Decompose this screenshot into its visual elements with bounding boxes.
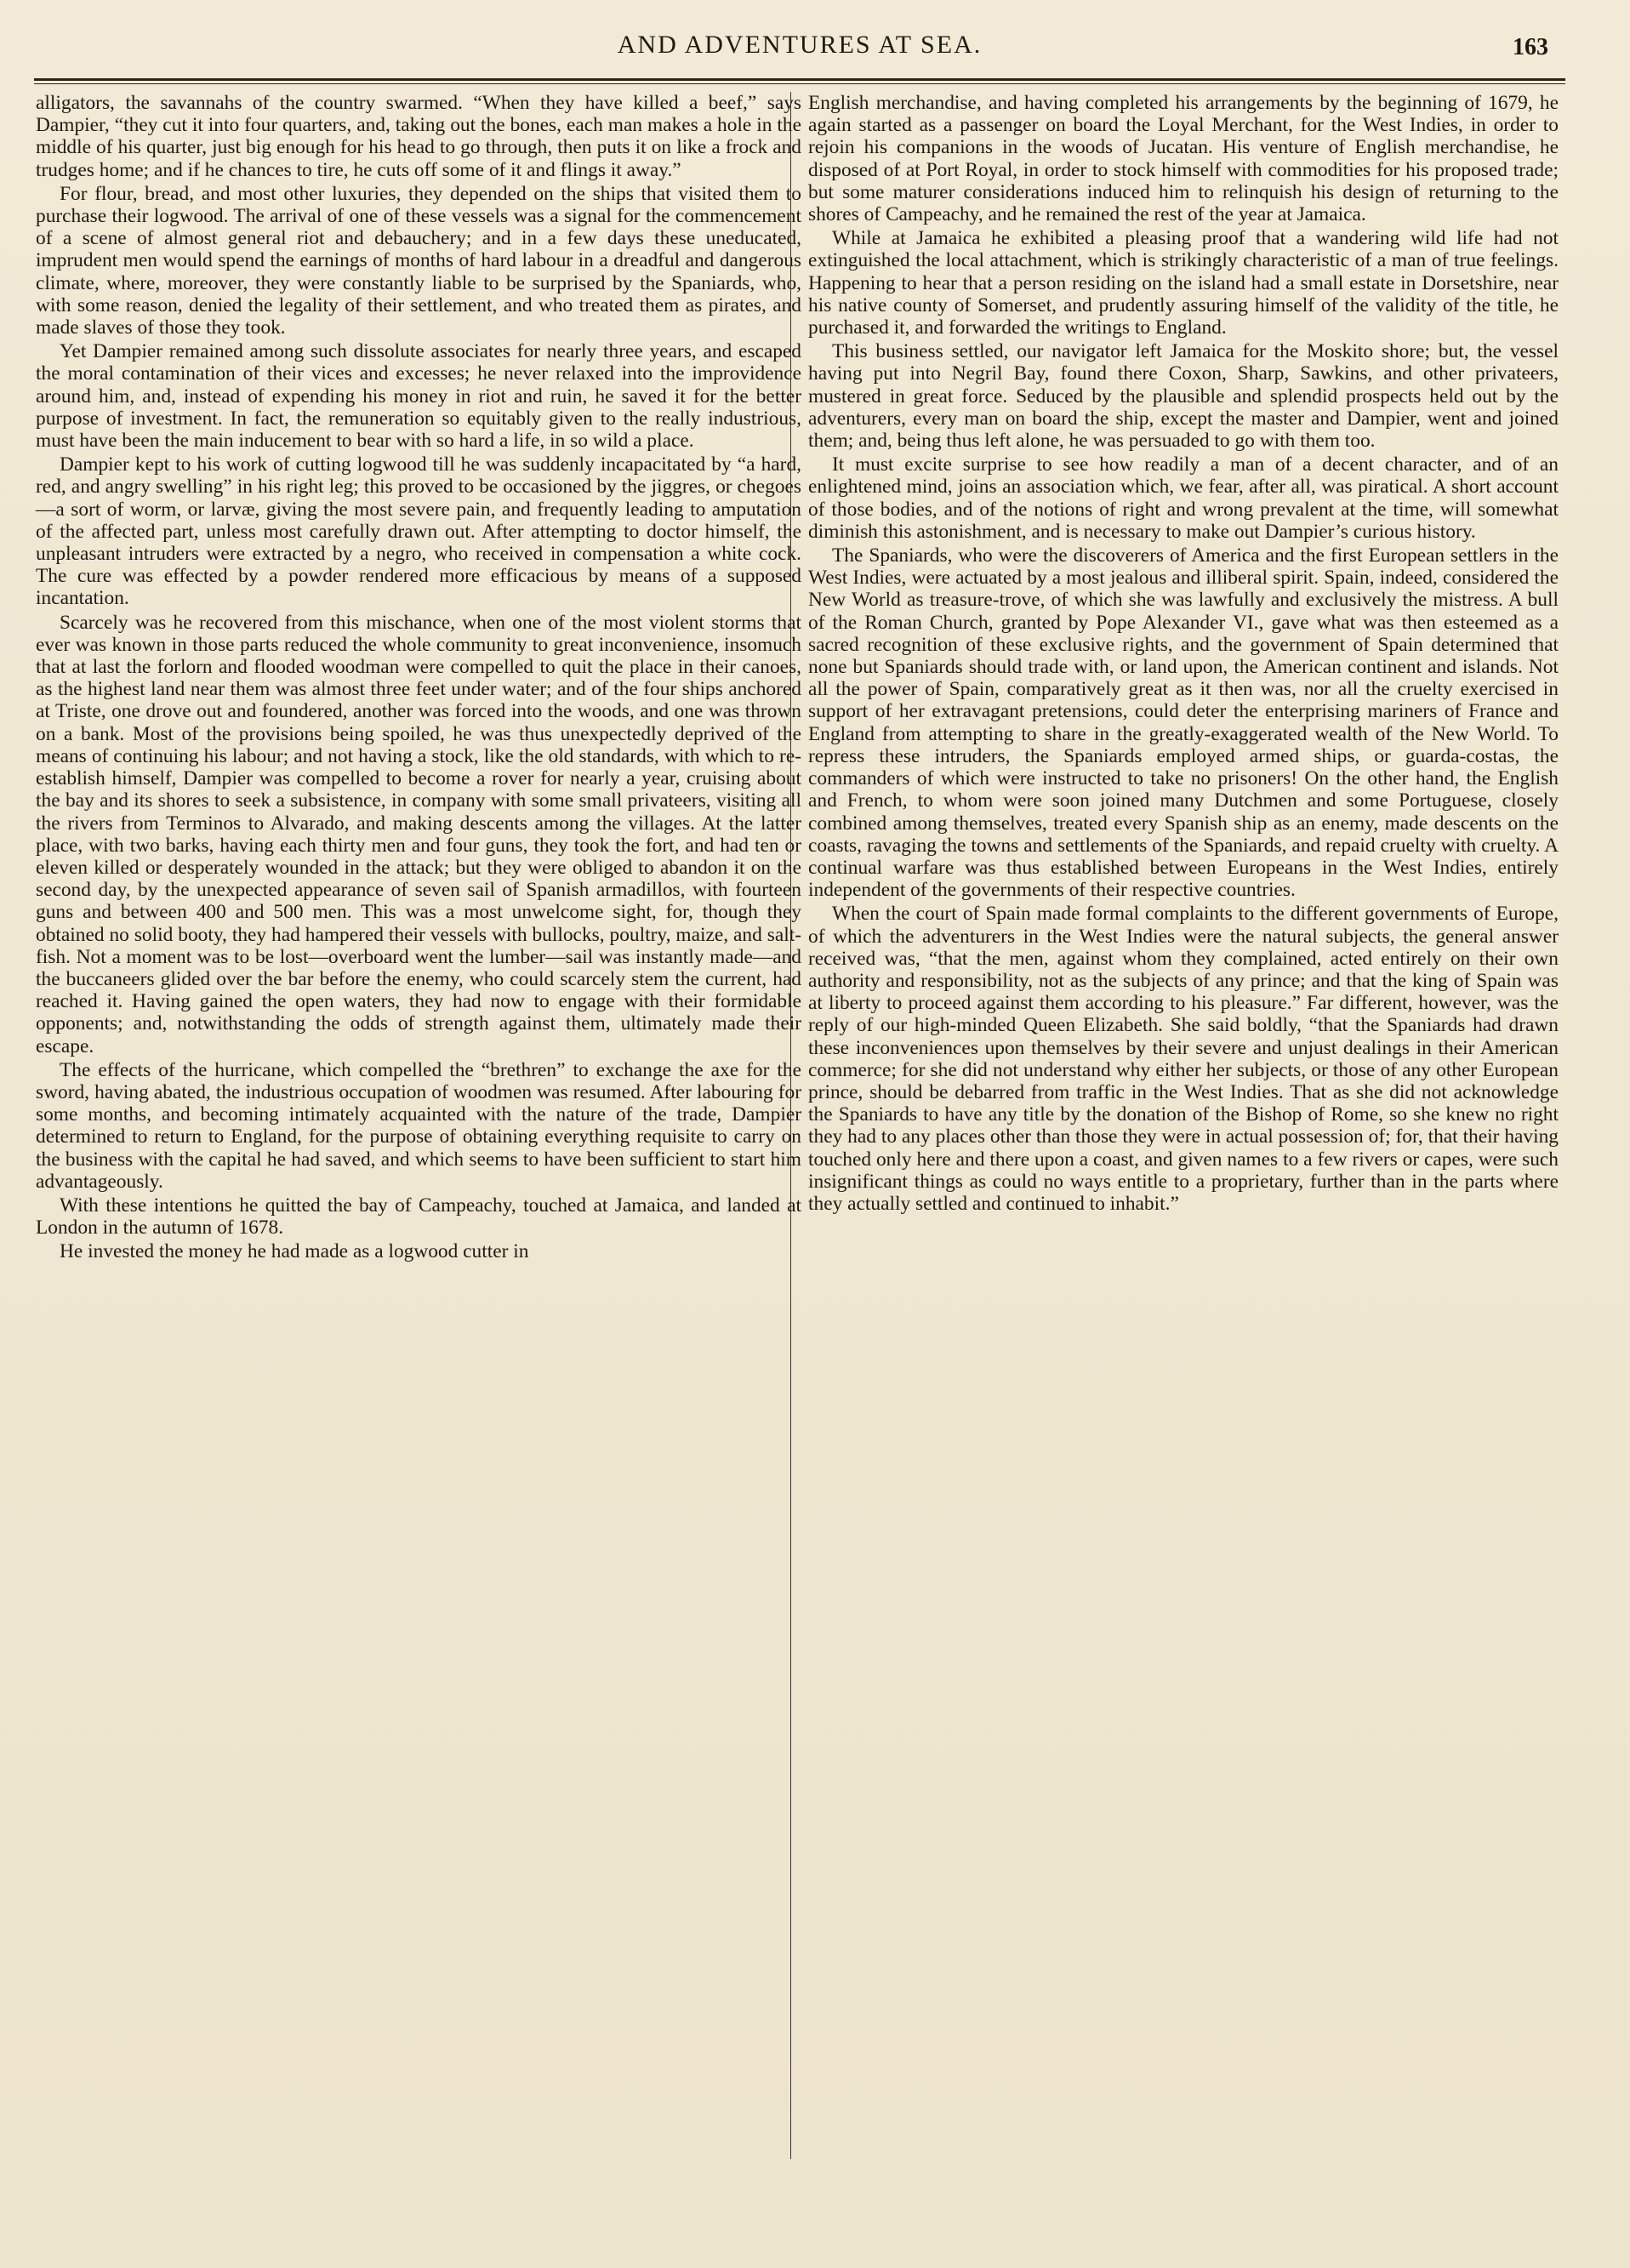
paragraph: This business settled, our navigator left Jamaica for the Moskito shore; but, the vessel having put into Negril Bay, found there Coxon, Sharp, Sawkins, and other privateers, mustered in great force. Seduced by the plausible and splendid prospects held out by the adventurers, every man on board the ship, except the master and Dampier, went and joined them; and, being thus left alone, he was persuaded to go with them too. — [808, 340, 1559, 453]
paragraph: The effects of the hurricane, which compelled the “brethren” to exchange the axe for the sword, having abated, the industrious occupation of woodmen was resumed. After labouring for some months, and becoming intimately acquainted with the nature of the trade, Dampier determined to return to England, for the purpose of obtaining everything requisite to carry on the business with the capital he had saved, and which seems to have been sufficient to start him advantageously. — [36, 1058, 801, 1193]
header-rule-thin — [34, 83, 1565, 84]
paragraph: alligators, the savannahs of the country swarmed. “When they have killed a beef,” says Dampier, “they cut it into four quarters, and, taking out the bones, each man makes a hole in the middle of his quarter, just big enough for his head to go through, then puts it on like a frock and trudges home; and if he chances to tire, he cuts off some of it and flings it away.” — [36, 92, 801, 181]
paragraph: Dampier kept to his work of cutting logwood till he was suddenly incapacitated by “a hard, red, and angry swelling” in his right leg; this proved to be occasioned by the jiggres, or chegoes—a sort of worm, or larvæ, giving the most severe pain, and frequently leading to amputation of the affected part, unless most carefully drawn out. After attempting to doctor himself, the unpleasant intruders were extracted by a negro, who received in compensation a white cock. The cure was effected by a powder rendered more efficacious by means of a supposed incantation. — [36, 453, 801, 610]
left-column — [36, 92, 801, 1263]
paragraph: Yet Dampier remained among such dissolute associates for nearly three years, and escaped the moral contamination of their vices and excesses; he never relaxed into the improvidence around him, and, instead of expending his money in riot and ruin, he saved it for the better purpose of investment. In fact, the remuneration so equitably given to the really industrious, must have been the main inducement to bear with so hard a life, in so wild a place. — [36, 340, 801, 453]
paragraph: While at Jamaica he exhibited a pleasing proof that a wandering wild life had not extinguished the local attachment, which is strikingly characteristic of a man of true feelings. Happening to hear that a person residing on the island had a small estate in Dorsetshire, near his native county of Somerset, and prudently assuring himself of the validity of the title, he purchased it, and forwarded the writings to England. — [808, 227, 1559, 339]
right-column — [808, 92, 1559, 1215]
paragraph: It must excite surprise to see how readily a man of a decent character, and of an enlightened mind, joins an association which, we fear, after all, was piratical. A short account of those bodies, and of the notions of right and wrong prevalent at the time, will somewhat diminish this astonishment, and is necessary to make out Dampier’s curious history. — [808, 453, 1559, 543]
column-divider — [790, 92, 791, 2159]
paragraph: English merchandise, and having completed his arrangements by the beginning of 1679, he again started as a passenger on board the Loyal Merchant, for the West Indies, in order to rejoin his companions in the woods of Jucatan. His venture of English merchandise, he disposed of at Port Royal, in order to stock himself with commodities for his proposed trade; but some maturer considerations induced him to relinquish his design of returning to the shores of Campeachy, and he remained the rest of the year at Jamaica. — [808, 92, 1559, 226]
paragraph: Scarcely was he recovered from this mischance, when one of the most violent storms that ever was known in those parts reduced the whole community to great inconvenience, insomuch that at last the forlorn and flooded woodman were compelled to quit the place in their canoes, as the highest land near them was almost three feet under water; and of the four ships anchored at Triste, one drove out and foundered, another was forced into the woods, and one was thrown on a bank. Most of the provisions being spoiled, he was thus unexpectedly deprived of the means of continuing his labour; and not having a stock, like the old standards, with which to re-establish himself, Dampier was compelled to become a rover for nearly a year, cruising about the bay and its shores to seek a subsistence, in company with some small privateers, visiting all the rivers from Terminos to Alvarado, and making descents among the villages. At the latter place, with two barks, having each thirty men and four guns, they took the fort, and had ten or eleven killed or desperately wounded in the attack; but they were obliged to abandon it on the second day, by the unexpected appearance of seven sail of Spanish armadillos, with fourteen guns and between 400 and 500 men. This was a most unwelcome sight, for, though they obtained no solid booty, they had hampered their vessels with bullocks, poultry, maize, and salt-fish. Not a moment was to be lost—overboard went the lumber—sail was instantly made—and the buccaneers glided over the bar before the enemy, who could scarcely stem the current, had reached it. Having gained the open waters, they had now to engage with their formidable opponents; and, notwithstanding the odds of strength against them, ultimately made their escape. — [36, 611, 801, 1057]
paragraph: The Spaniards, who were the discoverers of America and the first European settlers in the West Indies, were actuated by a most jealous and illiberal spirit. Spain, indeed, considered the New World as treasure-trove, of which she was lawfully and exclusively the mistress. A bull of the Roman Church, granted by Pope Alexander VI., gave what was then esteemed as a sacred recognition of these exclusive rights, and the government of Spain determined that none but Spaniards should trade with, or land upon, the American continent and islands. Not all the power of Spain, comparatively great as it then was, nor all the cruelty exercised in support of her extravagant pretensions, could deter the enterprising mariners of France and England from attempting to share in the greatly-exaggerated wealth of the New World. To repress these intruders, the Spaniards employed armed ships, or guarda-costas, the commanders of which were instructed to take no prisoners! On the other hand, the English and French, to whom were soon joined many Dutchmen and some Portuguese, closely combined among themselves, treated every Spanish ship as an enemy, made descents on the coasts, ravaging the towns and settlements of the Spaniards, and repaid cruelty with cruelty. A continual warfare was thus established between Europeans in the West Indies, entirely independent of the governments of their respective countries. — [808, 544, 1559, 902]
paragraph: When the court of Spain made formal complaints to the different governments of Europe, of which the adventurers in the West Indies were the natural subjects, the general answer received was, “that the men, against whom they complained, acted entirely on their own authority and responsibility, not as the subjects of any prince; and that the king of Spain was at liberty to proceed against them according to his pleasure.” Far different, however, was the reply of our high-minded Queen Elizabeth. She said boldly, “that the Spaniards had drawn these inconveniences upon themselves by their severe and unjust dealings in their American commerce; for she did not understand why either her subjects, or those of any other European prince, should be debarred from traffic in the West Indies. That as she did not acknowledge the Spaniards to have any title by the donation of the Bishop of Rome, so she knew no right they had to any places other than those they were in actual possession of; for, that their having touched only here and there upon a coast, and given names to a few rivers or capes, were such insignificant things as could no ways entitle to a proprietary, further than in the parts where they actually settled and continued to inhabit.” — [808, 903, 1559, 1215]
paragraph: He invested the money he had made as a logwood cutter in — [60, 1240, 529, 1263]
running-head: AND ADVENTURES AT SEA. — [617, 31, 983, 59]
header-rule — [34, 78, 1565, 81]
page-number: 163 — [1513, 34, 1548, 60]
page-header — [34, 26, 1565, 68]
paragraph: With these intentions he quitted the bay of Campeachy, touched at Jamaica, and landed at London in the autumn of 1678. — [36, 1194, 801, 1239]
paragraph: For flour, bread, and most other luxuries, they depended on the ships that visited them to purchase their logwood. The arrival of one of these vessels was a signal for the commencement of a scene of almost general riot and debauchery; and in a few days these uneducated, imprudent men would spend the earnings of months of hard labour in a dreadful and dangerous climate, where, moreover, they were constantly liable to be surprised by the Spaniards, who, with some reason, denied the legality of their settlement, and who treated them as pirates, and made slaves of those they took. — [36, 182, 801, 339]
